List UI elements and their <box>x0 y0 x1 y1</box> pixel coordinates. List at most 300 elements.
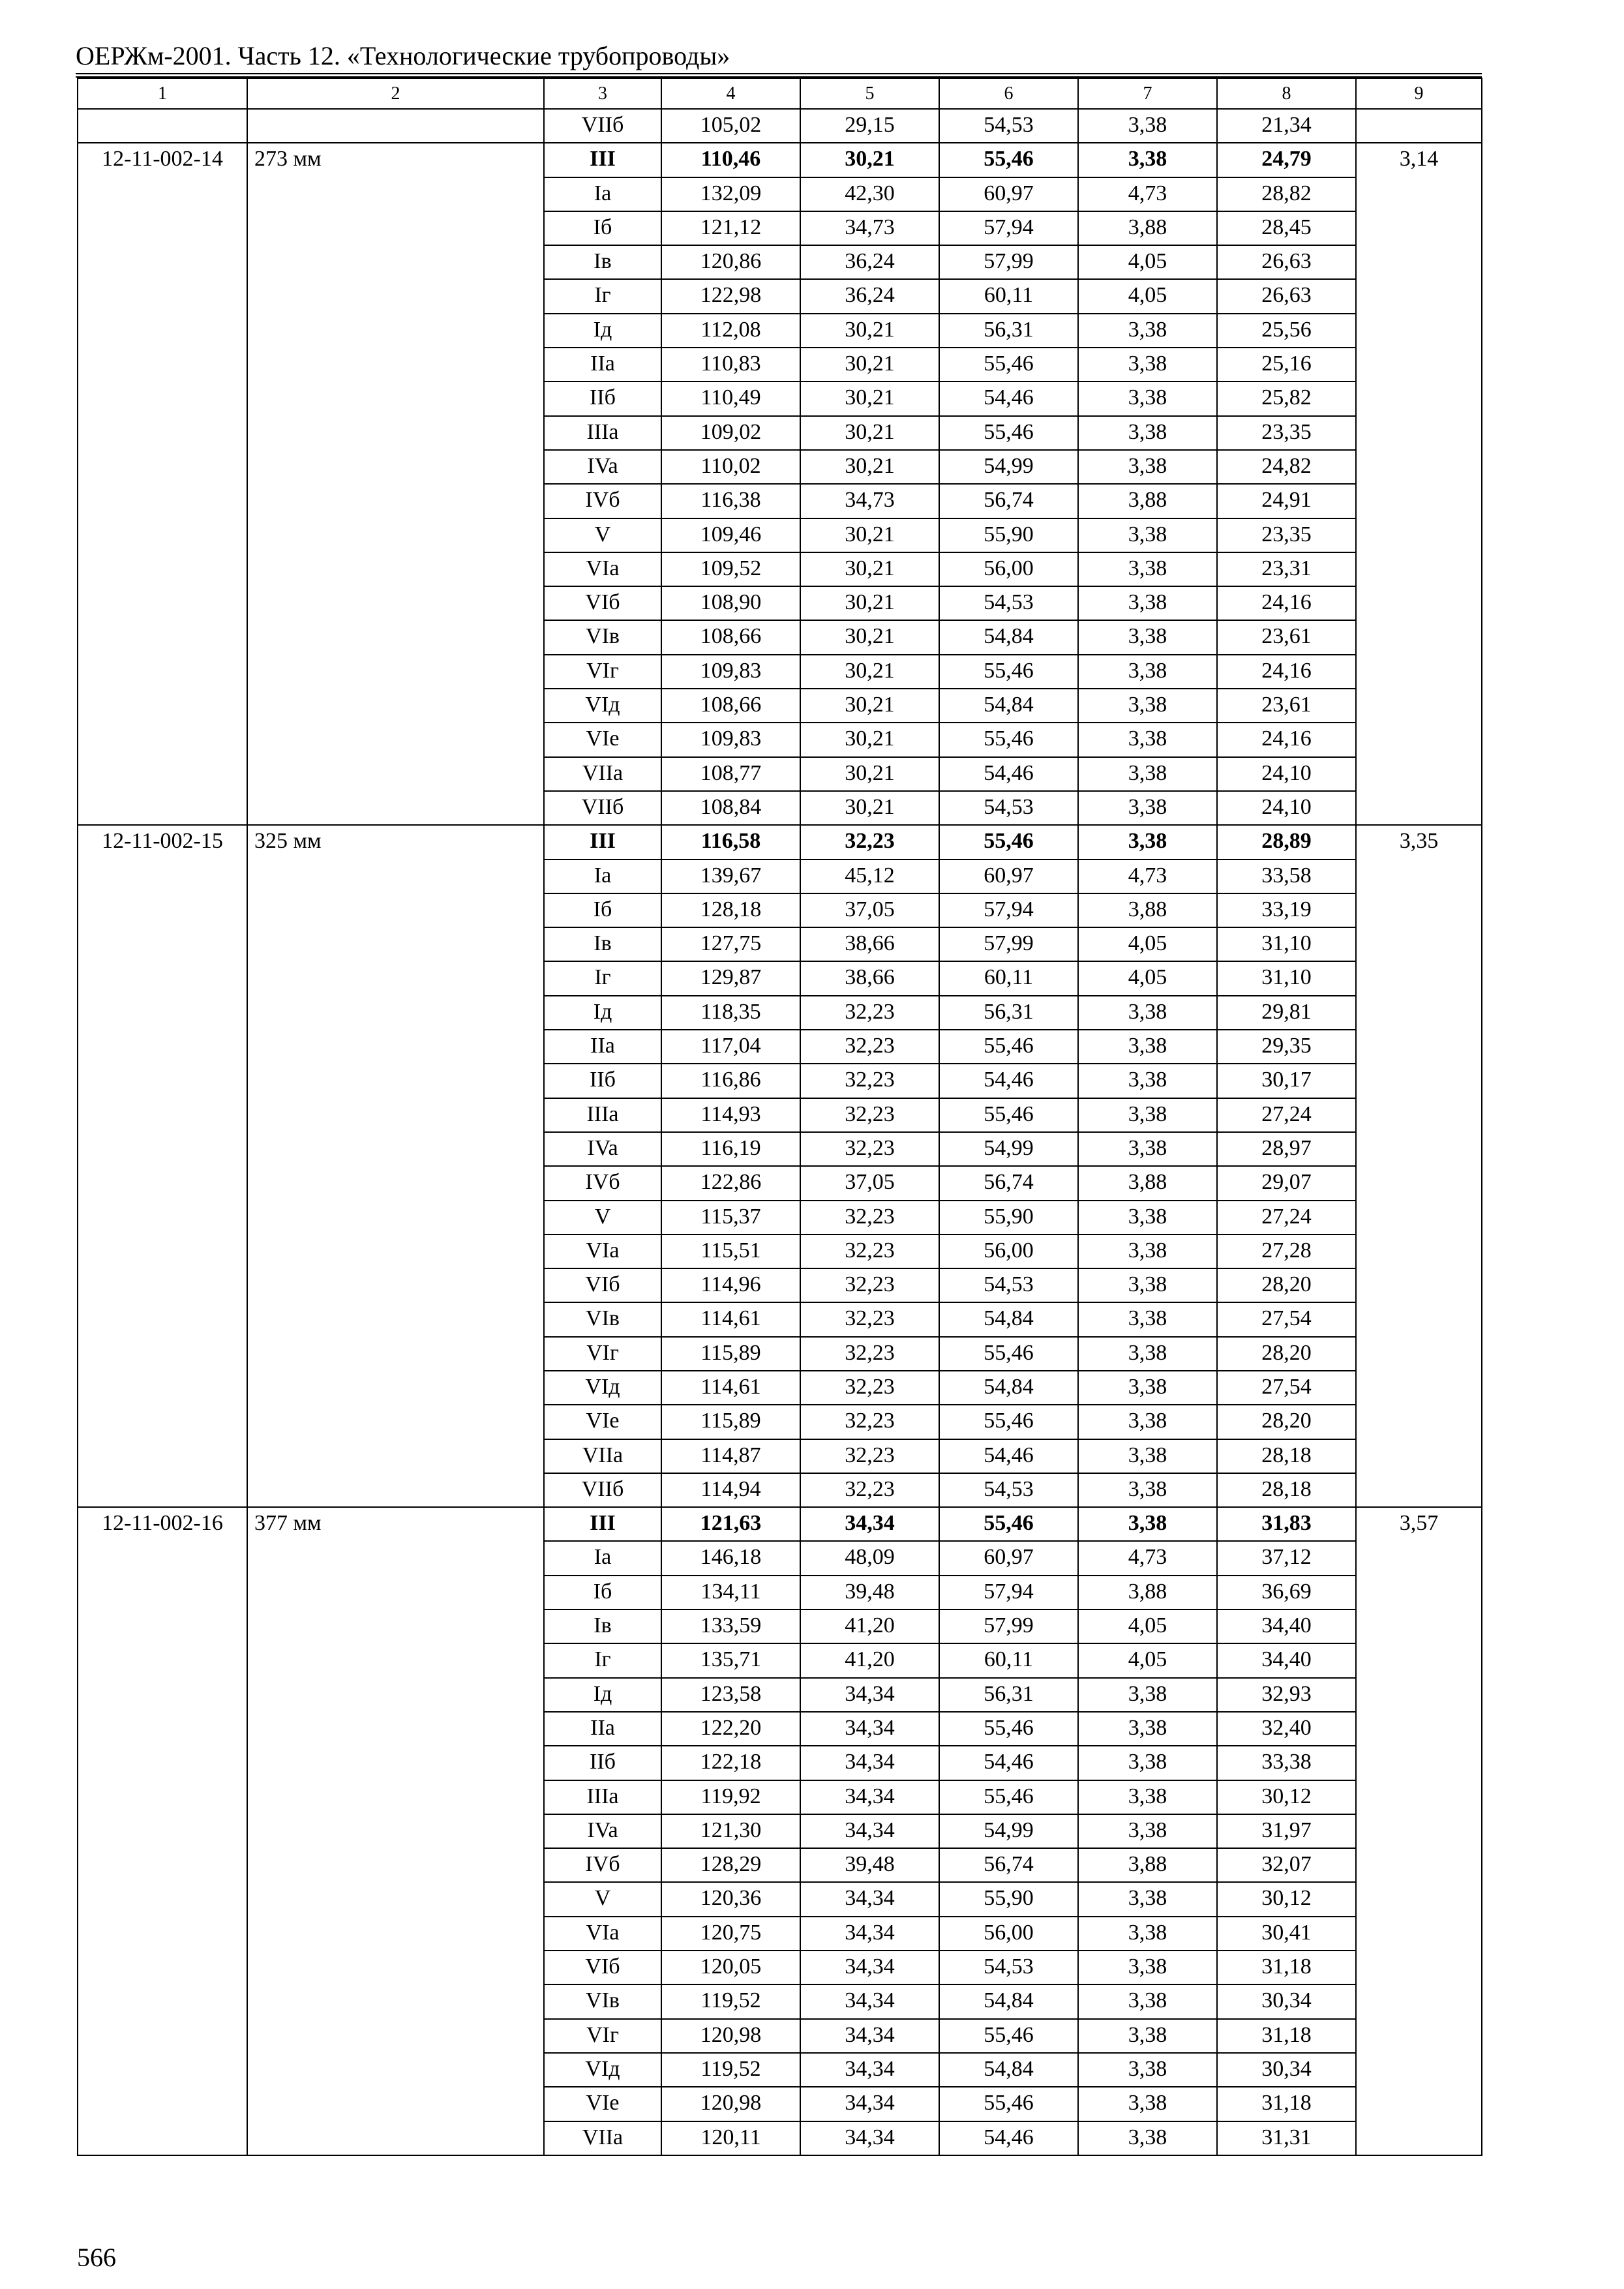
value-cell: 34,34 <box>800 1746 939 1780</box>
value-cell: 54,46 <box>939 757 1078 791</box>
value-cell: 27,54 <box>1217 1371 1356 1405</box>
value-cell: 54,84 <box>939 1302 1078 1336</box>
value-cell: 56,31 <box>939 314 1078 348</box>
value-cell: 110,49 <box>661 382 800 415</box>
value-cell: 34,73 <box>800 211 939 245</box>
variant-cell: VIб <box>544 1951 661 1984</box>
value-cell: 26,63 <box>1217 245 1356 279</box>
value-cell: 3,38 <box>1078 1234 1217 1268</box>
value-cell: 54,46 <box>939 2121 1078 2155</box>
variant-cell: Iд <box>544 314 661 348</box>
value-cell: 116,58 <box>661 825 800 859</box>
value-cell: 37,05 <box>800 1166 939 1200</box>
value-cell: 60,11 <box>939 961 1078 995</box>
value-cell: 120,75 <box>661 1917 800 1951</box>
value-cell: 54,99 <box>939 1814 1078 1848</box>
value-cell: 3,38 <box>1078 1882 1217 1916</box>
value-cell: 56,31 <box>939 996 1078 1030</box>
value-cell: 3,38 <box>1078 655 1217 689</box>
variant-cell: VIг <box>544 2019 661 2053</box>
value-cell: 146,18 <box>661 1541 800 1575</box>
value-cell: 33,38 <box>1217 1746 1356 1780</box>
value-cell: 27,24 <box>1217 1098 1356 1132</box>
variant-cell: Iб <box>544 893 661 927</box>
value-cell: 55,46 <box>939 1405 1078 1439</box>
value-cell: 55,46 <box>939 143 1078 177</box>
value-cell: 54,46 <box>939 1064 1078 1098</box>
value-cell: 32,23 <box>800 1132 939 1166</box>
value-cell: 23,61 <box>1217 689 1356 723</box>
variant-cell: V <box>544 1201 661 1234</box>
value-cell: 3,38 <box>1078 1371 1217 1405</box>
value-cell: 30,21 <box>800 450 939 484</box>
value-cell: 55,46 <box>939 1337 1078 1371</box>
value-cell: 110,02 <box>661 450 800 484</box>
value-cell: 27,24 <box>1217 1201 1356 1234</box>
variant-cell: Iв <box>544 245 661 279</box>
value-cell: 109,52 <box>661 552 800 586</box>
variant-cell: Iг <box>544 961 661 995</box>
value-cell: 114,61 <box>661 1302 800 1336</box>
value-cell: 31,97 <box>1217 1814 1356 1848</box>
value-cell: 41,20 <box>800 1643 939 1677</box>
value-cell: 3,38 <box>1078 1302 1217 1336</box>
value-cell: 31,83 <box>1217 1507 1356 1541</box>
value-cell: 34,40 <box>1217 1643 1356 1677</box>
value-cell: 3,38 <box>1078 1951 1217 1984</box>
value-cell: 30,21 <box>800 382 939 415</box>
value-cell: 127,75 <box>661 927 800 961</box>
variant-cell: VIIa <box>544 757 661 791</box>
variant-cell: VIa <box>544 1234 661 1268</box>
value-cell: 118,35 <box>661 996 800 1030</box>
value-cell: 29,35 <box>1217 1030 1356 1064</box>
value-cell: 117,04 <box>661 1030 800 1064</box>
value-cell: 3,38 <box>1078 2053 1217 2087</box>
value-cell: 3,38 <box>1078 2087 1217 2121</box>
value-cell: 3,38 <box>1078 1337 1217 1371</box>
page-number: 566 <box>77 2243 116 2272</box>
column-number: 1 <box>78 78 247 109</box>
value-cell: 31,18 <box>1217 1951 1356 1984</box>
coef-cell: 3,57 <box>1356 1507 1482 2155</box>
column-number: 5 <box>800 78 939 109</box>
value-cell: 122,86 <box>661 1166 800 1200</box>
rates-table <box>77 78 1482 2156</box>
value-cell: 30,17 <box>1217 1064 1356 1098</box>
value-cell: 121,30 <box>661 1814 800 1848</box>
value-cell: 31,10 <box>1217 961 1356 995</box>
value-cell: 109,83 <box>661 655 800 689</box>
value-cell: 122,18 <box>661 1746 800 1780</box>
rates-table-body <box>78 78 1482 2155</box>
value-cell: 4,73 <box>1078 177 1217 211</box>
value-cell: 36,24 <box>800 245 939 279</box>
value-cell: 30,34 <box>1217 1984 1356 2018</box>
value-cell: 30,21 <box>800 552 939 586</box>
value-cell: 23,35 <box>1217 416 1356 450</box>
value-cell: 32,23 <box>800 1337 939 1371</box>
value-cell: 135,71 <box>661 1643 800 1677</box>
value-cell: 54,46 <box>939 382 1078 415</box>
value-cell: 3,38 <box>1078 1473 1217 1507</box>
variant-cell: IVa <box>544 1132 661 1166</box>
value-cell: 30,21 <box>800 689 939 723</box>
value-cell: 55,46 <box>939 1098 1078 1132</box>
variant-cell: VIв <box>544 620 661 654</box>
value-cell: 105,02 <box>661 109 800 143</box>
value-cell: 30,34 <box>1217 2053 1356 2087</box>
value-cell: 54,53 <box>939 1951 1078 1984</box>
value-cell: 30,41 <box>1217 1917 1356 1951</box>
size-cell <box>247 109 544 143</box>
variant-cell: V <box>544 1882 661 1916</box>
value-cell: 120,86 <box>661 245 800 279</box>
value-cell: 3,38 <box>1078 416 1217 450</box>
value-cell: 56,74 <box>939 1848 1078 1882</box>
variant-cell: Ia <box>544 177 661 211</box>
value-cell: 55,46 <box>939 1780 1078 1814</box>
value-cell: 54,84 <box>939 2053 1078 2087</box>
value-cell: 3,38 <box>1078 1917 1217 1951</box>
value-cell: 24,16 <box>1217 586 1356 620</box>
value-cell: 56,31 <box>939 1678 1078 1712</box>
value-cell: 123,58 <box>661 1678 800 1712</box>
value-cell: 114,87 <box>661 1439 800 1473</box>
value-cell: 30,21 <box>800 143 939 177</box>
value-cell: 3,38 <box>1078 143 1217 177</box>
value-cell: 55,90 <box>939 1201 1078 1234</box>
column-number: 7 <box>1078 78 1217 109</box>
variant-cell: V <box>544 518 661 552</box>
value-cell: 36,69 <box>1217 1576 1356 1609</box>
value-cell: 3,38 <box>1078 1132 1217 1166</box>
value-cell: 54,53 <box>939 586 1078 620</box>
value-cell: 3,38 <box>1078 109 1217 143</box>
variant-cell: IVб <box>544 1166 661 1200</box>
value-cell: 30,12 <box>1217 1882 1356 1916</box>
value-cell: 55,46 <box>939 416 1078 450</box>
value-cell: 60,11 <box>939 1643 1078 1677</box>
variant-cell: IIa <box>544 1030 661 1064</box>
value-cell: 114,96 <box>661 1268 800 1302</box>
value-cell: 3,38 <box>1078 450 1217 484</box>
variant-cell: VIв <box>544 1984 661 2018</box>
variant-cell: III <box>544 143 661 177</box>
value-cell: 3,38 <box>1078 1678 1217 1712</box>
value-cell: 54,84 <box>939 620 1078 654</box>
value-cell: 25,56 <box>1217 314 1356 348</box>
value-cell: 3,88 <box>1078 211 1217 245</box>
value-cell: 41,20 <box>800 1609 939 1643</box>
value-cell: 30,21 <box>800 791 939 825</box>
value-cell: 42,30 <box>800 177 939 211</box>
value-cell: 55,46 <box>939 825 1078 859</box>
value-cell: 116,38 <box>661 484 800 518</box>
variant-cell: VIa <box>544 552 661 586</box>
variant-cell: IIIa <box>544 416 661 450</box>
value-cell: 4,05 <box>1078 1609 1217 1643</box>
value-cell: 34,73 <box>800 484 939 518</box>
variant-cell: VIe <box>544 1405 661 1439</box>
variant-cell: Ia <box>544 1541 661 1575</box>
value-cell: 120,05 <box>661 1951 800 1984</box>
value-cell: 34,34 <box>800 1780 939 1814</box>
variant-cell: IIa <box>544 1712 661 1746</box>
column-number: 2 <box>247 78 544 109</box>
value-cell: 54,99 <box>939 450 1078 484</box>
value-cell: 54,53 <box>939 791 1078 825</box>
value-cell: 39,48 <box>800 1576 939 1609</box>
value-cell: 108,66 <box>661 620 800 654</box>
variant-cell: IVa <box>544 450 661 484</box>
variant-cell: IIa <box>544 348 661 382</box>
value-cell: 29,07 <box>1217 1166 1356 1200</box>
value-cell: 56,00 <box>939 552 1078 586</box>
value-cell: 37,12 <box>1217 1541 1356 1575</box>
value-cell: 27,54 <box>1217 1302 1356 1336</box>
value-cell: 3,38 <box>1078 825 1217 859</box>
value-cell: 36,24 <box>800 279 939 313</box>
value-cell: 120,98 <box>661 2019 800 2053</box>
value-cell: 114,61 <box>661 1371 800 1405</box>
variant-cell: VIe <box>544 2087 661 2121</box>
variant-cell: IIб <box>544 1064 661 1098</box>
value-cell: 128,29 <box>661 1848 800 1882</box>
value-cell: 3,38 <box>1078 1439 1217 1473</box>
value-cell: 55,46 <box>939 2019 1078 2053</box>
value-cell: 34,34 <box>800 1951 939 1984</box>
value-cell: 55,46 <box>939 1712 1078 1746</box>
value-cell: 54,84 <box>939 689 1078 723</box>
column-number: 4 <box>661 78 800 109</box>
value-cell: 3,38 <box>1078 1268 1217 1302</box>
value-cell: 115,37 <box>661 1201 800 1234</box>
value-cell: 28,89 <box>1217 825 1356 859</box>
value-cell: 32,23 <box>800 1234 939 1268</box>
table-row <box>78 825 1482 859</box>
value-cell: 30,21 <box>800 757 939 791</box>
value-cell: 34,40 <box>1217 1609 1356 1643</box>
value-cell: 24,91 <box>1217 484 1356 518</box>
variant-cell: Iд <box>544 996 661 1030</box>
continuation-row <box>78 109 1482 143</box>
value-cell: 30,21 <box>800 416 939 450</box>
value-cell: 121,63 <box>661 1507 800 1541</box>
value-cell: 60,97 <box>939 177 1078 211</box>
value-cell: 54,53 <box>939 109 1078 143</box>
variant-cell: VIIб <box>544 791 661 825</box>
value-cell: 4,05 <box>1078 927 1217 961</box>
value-cell: 128,18 <box>661 893 800 927</box>
value-cell: 4,05 <box>1078 961 1217 995</box>
value-cell: 29,81 <box>1217 996 1356 1030</box>
value-cell: 30,21 <box>800 348 939 382</box>
value-cell: 109,46 <box>661 518 800 552</box>
value-cell: 119,52 <box>661 2053 800 2087</box>
value-cell: 56,74 <box>939 484 1078 518</box>
value-cell: 32,23 <box>800 1439 939 1473</box>
variant-cell: IVa <box>544 1814 661 1848</box>
value-cell: 132,09 <box>661 177 800 211</box>
column-number-row <box>78 78 1482 109</box>
variant-cell: IVб <box>544 1848 661 1882</box>
value-cell: 55,90 <box>939 518 1078 552</box>
value-cell: 28,18 <box>1217 1439 1356 1473</box>
value-cell: 48,09 <box>800 1541 939 1575</box>
value-cell: 3,38 <box>1078 1984 1217 2018</box>
variant-cell: III <box>544 1507 661 1541</box>
value-cell: 34,34 <box>800 2087 939 2121</box>
value-cell: 60,11 <box>939 279 1078 313</box>
value-cell: 121,12 <box>661 211 800 245</box>
variant-cell: VIв <box>544 1302 661 1336</box>
value-cell: 3,38 <box>1078 518 1217 552</box>
value-cell: 34,34 <box>800 1678 939 1712</box>
variant-cell: VIIa <box>544 1439 661 1473</box>
variant-cell: Iд <box>544 1678 661 1712</box>
value-cell: 109,83 <box>661 723 800 756</box>
value-cell: 31,18 <box>1217 2019 1356 2053</box>
value-cell: 115,89 <box>661 1337 800 1371</box>
variant-cell: IIIa <box>544 1780 661 1814</box>
value-cell: 4,05 <box>1078 245 1217 279</box>
coef-cell: 3,35 <box>1356 825 1482 1507</box>
value-cell: 108,66 <box>661 689 800 723</box>
value-cell: 32,07 <box>1217 1848 1356 1882</box>
value-cell: 120,11 <box>661 2121 800 2155</box>
value-cell: 122,20 <box>661 1712 800 1746</box>
value-cell: 54,84 <box>939 1371 1078 1405</box>
code-cell: 12-11-002-15 <box>78 825 247 1507</box>
variant-cell: VIг <box>544 655 661 689</box>
value-cell: 3,88 <box>1078 1848 1217 1882</box>
value-cell: 3,88 <box>1078 1576 1217 1609</box>
value-cell: 34,34 <box>800 1984 939 2018</box>
coef-cell <box>1356 109 1482 143</box>
value-cell: 3,38 <box>1078 723 1217 756</box>
value-cell: 122,98 <box>661 279 800 313</box>
value-cell: 24,10 <box>1217 791 1356 825</box>
value-cell: 30,21 <box>800 655 939 689</box>
variant-cell: VIд <box>544 689 661 723</box>
code-cell: 12-11-002-16 <box>78 1507 247 2155</box>
value-cell: 55,46 <box>939 1507 1078 1541</box>
value-cell: 34,34 <box>800 1814 939 1848</box>
value-cell: 108,84 <box>661 791 800 825</box>
value-cell: 3,38 <box>1078 1405 1217 1439</box>
value-cell: 34,34 <box>800 1882 939 1916</box>
value-cell: 3,38 <box>1078 1507 1217 1541</box>
value-cell: 56,74 <box>939 1166 1078 1200</box>
value-cell: 139,67 <box>661 860 800 893</box>
value-cell: 3,38 <box>1078 552 1217 586</box>
value-cell: 30,21 <box>800 314 939 348</box>
value-cell: 55,46 <box>939 655 1078 689</box>
value-cell: 4,73 <box>1078 1541 1217 1575</box>
variant-cell: IIб <box>544 382 661 415</box>
value-cell: 108,77 <box>661 757 800 791</box>
value-cell: 38,66 <box>800 961 939 995</box>
value-cell: 30,21 <box>800 620 939 654</box>
variant-cell: VIe <box>544 723 661 756</box>
value-cell: 30,21 <box>800 586 939 620</box>
variant-cell: Iб <box>544 1576 661 1609</box>
value-cell: 45,12 <box>800 860 939 893</box>
size-cell: 273 мм <box>247 143 544 825</box>
variant-cell: VIб <box>544 586 661 620</box>
value-cell: 57,94 <box>939 1576 1078 1609</box>
value-cell: 24,10 <box>1217 757 1356 791</box>
value-cell: 120,98 <box>661 2087 800 2121</box>
value-cell: 3,38 <box>1078 1030 1217 1064</box>
value-cell: 120,36 <box>661 1882 800 1916</box>
value-cell: 28,20 <box>1217 1337 1356 1371</box>
value-cell: 116,19 <box>661 1132 800 1166</box>
value-cell: 34,34 <box>800 2019 939 2053</box>
value-cell: 3,38 <box>1078 2019 1217 2053</box>
value-cell: 31,18 <box>1217 2087 1356 2121</box>
value-cell: 28,82 <box>1217 177 1356 211</box>
value-cell: 23,35 <box>1217 518 1356 552</box>
value-cell: 24,82 <box>1217 450 1356 484</box>
variant-cell: Iв <box>544 927 661 961</box>
value-cell: 32,23 <box>800 996 939 1030</box>
value-cell: 134,11 <box>661 1576 800 1609</box>
column-number: 8 <box>1217 78 1356 109</box>
value-cell: 54,53 <box>939 1473 1078 1507</box>
value-cell: 33,58 <box>1217 860 1356 893</box>
value-cell: 30,21 <box>800 723 939 756</box>
value-cell: 129,87 <box>661 961 800 995</box>
value-cell: 32,23 <box>800 1268 939 1302</box>
code-cell <box>78 109 247 143</box>
variant-cell: VIд <box>544 2053 661 2087</box>
value-cell: 114,94 <box>661 1473 800 1507</box>
value-cell: 24,79 <box>1217 143 1356 177</box>
value-cell: 109,02 <box>661 416 800 450</box>
value-cell: 60,97 <box>939 1541 1078 1575</box>
value-cell: 23,31 <box>1217 552 1356 586</box>
value-cell: 4,05 <box>1078 1643 1217 1677</box>
variant-cell: VIa <box>544 1917 661 1951</box>
value-cell: 37,05 <box>800 893 939 927</box>
value-cell: 3,38 <box>1078 382 1217 415</box>
variant-cell: Ia <box>544 860 661 893</box>
value-cell: 110,46 <box>661 143 800 177</box>
value-cell: 54,99 <box>939 1132 1078 1166</box>
value-cell: 39,48 <box>800 1848 939 1882</box>
value-cell: 110,83 <box>661 348 800 382</box>
size-cell: 377 мм <box>247 1507 544 2155</box>
table-row <box>78 1507 1482 1541</box>
value-cell: 60,97 <box>939 860 1078 893</box>
column-number: 9 <box>1356 78 1482 109</box>
value-cell: 21,34 <box>1217 109 1356 143</box>
value-cell: 3,38 <box>1078 314 1217 348</box>
code-cell: 12-11-002-14 <box>78 143 247 825</box>
value-cell: 3,38 <box>1078 586 1217 620</box>
variant-cell: III <box>544 825 661 859</box>
value-cell: 32,93 <box>1217 1678 1356 1712</box>
value-cell: 34,34 <box>800 2121 939 2155</box>
value-cell: 133,59 <box>661 1609 800 1643</box>
value-cell: 115,51 <box>661 1234 800 1268</box>
variant-cell: Iб <box>544 211 661 245</box>
value-cell: 32,23 <box>800 825 939 859</box>
value-cell: 55,46 <box>939 348 1078 382</box>
value-cell: 3,38 <box>1078 1814 1217 1848</box>
